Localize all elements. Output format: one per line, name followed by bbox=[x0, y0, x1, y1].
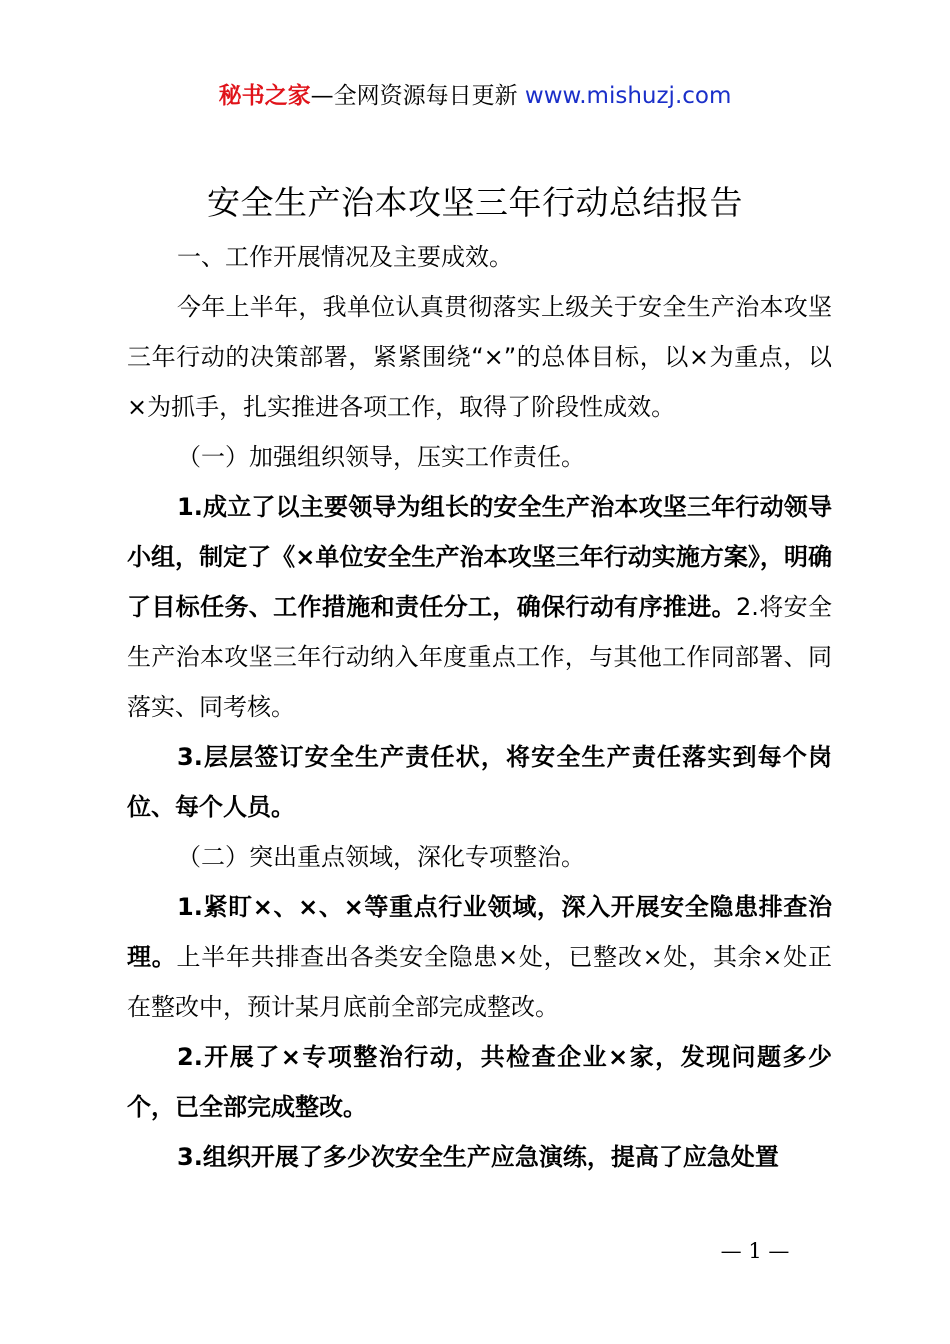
site-slogan: —全网资源每日更新 bbox=[310, 83, 525, 109]
paragraph-item-1 bbox=[127, 482, 832, 732]
item-2-1-text: 上半年共排查出各类安全隐患×处，已整改×处，其余×处正在整改中，预计某月底前全部完成整改。 bbox=[127, 943, 833, 1021]
subsection-heading-2: （二）突出重点领域，深化专项整治。 bbox=[177, 843, 585, 871]
page-number: — 1 — bbox=[720, 1239, 790, 1263]
paragraph-item-2-3: 3.组织开展了多少次安全生产应急演练，提高了应急处置 bbox=[177, 1143, 779, 1171]
site-url-link[interactable]: www.mishuzj.com bbox=[524, 83, 732, 109]
section-heading-1: 一、工作开展情况及主要成效。 bbox=[177, 243, 513, 271]
site-brand: 秘书之家 bbox=[218, 83, 311, 109]
document-title: 安全生产治本攻坚三年行动总结报告 bbox=[207, 183, 743, 222]
item-2-text: 2.将安全生产治本攻坚三年行动纳入年度重点工作，与其他工作同部署、同落实、同考核。 bbox=[127, 593, 832, 721]
site-header bbox=[0, 80, 950, 112]
paragraph-item-2-1 bbox=[127, 882, 832, 1032]
item-2-1-bold-text: 1.紧盯×、×、×等重点行业领域，深入开展安全隐患排查治理。 bbox=[127, 893, 832, 971]
paragraph-item-2-2: 2.开展了×专项整治行动，共检查企业×家，发现问题多少个，已全部完成整改。 bbox=[127, 1043, 832, 1121]
subsection-heading-1: （一）加强组织领导，压实工作责任。 bbox=[177, 443, 585, 471]
item-1-bold-text: 1.成立了以主要领导为组长的安全生产治本攻坚三年行动领导小组，制定了《×单位安全生产治本攻坚三年行动实施方案》，明确了目标任务、工作措施和责任分工，确保行动有序推进。 bbox=[127, 493, 832, 621]
intro-paragraph: 今年上半年，我单位认真贯彻落实上级关于安全生产治本攻坚三年行动的决策部署，紧紧围绕“×”的总体目标，以×为重点，以×为抓手，扎实推进各项工作，取得了阶段性成效。 bbox=[127, 293, 832, 421]
document-body bbox=[127, 232, 832, 1182]
paragraph-item-3: 3.层层签订安全生产责任状，将安全生产责任落实到每个岗位、每个人员。 bbox=[127, 743, 832, 821]
